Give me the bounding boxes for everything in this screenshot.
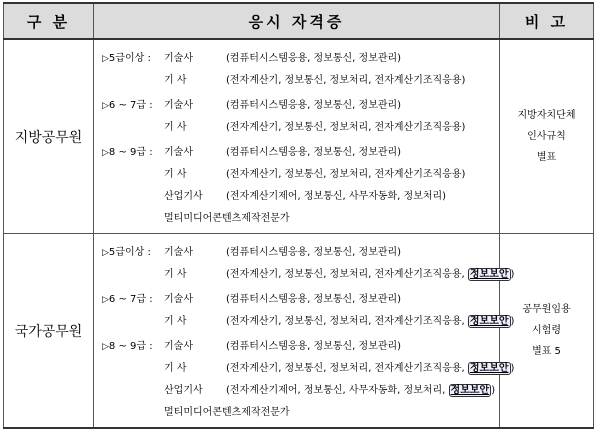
category-cell: 국가공무원 xyxy=(4,234,94,429)
cert-level: 기 사 xyxy=(164,363,187,374)
cert-fields: (전자계산기제어, 정보통신, 사무자동화, 정보처리) xyxy=(226,191,447,202)
cert-level: 기술사 xyxy=(164,341,193,352)
certificate-line xyxy=(102,117,499,139)
certificate-line xyxy=(102,208,499,230)
highlight-info-security: 정보보안 xyxy=(469,316,509,327)
remarks-cell xyxy=(500,39,594,234)
cert-level: 기 사 xyxy=(164,122,187,133)
grade-label-text: 6 ~ 7급 : xyxy=(108,294,153,305)
grade-label-text: 5급이상 : xyxy=(108,53,151,64)
certificate-line xyxy=(102,311,515,333)
table-row xyxy=(4,234,594,429)
cert-level: 기 사 xyxy=(164,169,187,180)
triangle-icon: ▷ xyxy=(102,342,109,352)
cert-level: 기술사 xyxy=(164,100,193,111)
cert-fields: (전자계산기, 정보통신, 정보처리, 전자계산기조직응용) xyxy=(226,169,466,180)
grade-group xyxy=(102,48,499,92)
grade-label xyxy=(102,242,164,264)
grade-label-text: 8 ~ 9급 : xyxy=(108,147,153,158)
header-certificates: 응시 자격증 xyxy=(94,3,500,39)
triangle-icon: ▷ xyxy=(102,148,109,158)
certificate-line xyxy=(102,142,499,164)
triangle-icon: ▷ xyxy=(102,101,109,111)
cert-fields: (컴퓨터시스템응용, 정보통신, 정보관리) xyxy=(226,294,402,305)
remark-line: 지방자치단체 xyxy=(517,110,576,121)
highlight-info-security: 정보보안 xyxy=(450,385,490,396)
triangle-icon: ▷ xyxy=(102,248,109,258)
cert-level: 기술사 xyxy=(164,294,193,305)
grade-label xyxy=(102,48,164,70)
cert-fields: (컴퓨터시스템응용, 정보통신, 정보관리) xyxy=(226,341,402,352)
cert-fields: (전자계산기제어, 정보통신, 사무자동화, 정보처리, xyxy=(226,385,446,396)
remark-line: 별표 xyxy=(536,152,557,163)
certificate-line xyxy=(102,95,499,117)
grade-group xyxy=(102,95,499,139)
certificate-line xyxy=(102,358,515,380)
header-remarks: 비 고 xyxy=(500,3,594,39)
grade-group xyxy=(102,242,515,286)
grade-label xyxy=(102,95,164,117)
certificate-line xyxy=(102,336,499,358)
cert-fields: 멀티미디어콘텐츠제작전문가 xyxy=(164,407,290,418)
certificate-line xyxy=(102,164,499,186)
certificate-line xyxy=(102,380,499,402)
cert-fields: 멀티미디어콘텐츠제작전문가 xyxy=(164,213,290,224)
remark-line: 시험령 xyxy=(532,325,561,336)
header-row xyxy=(4,3,594,39)
cert-fields: (컴퓨터시스템응용, 정보통신, 정보관리) xyxy=(226,100,402,111)
cert-level: 산업기사 xyxy=(164,191,203,202)
category-cell: 지방공무원 xyxy=(4,39,94,234)
certificate-line xyxy=(102,289,499,311)
cert-fields: (전자계산기, 정보통신, 정보처리, 전자계산기조직응용, xyxy=(226,316,465,327)
certificate-cell xyxy=(94,39,500,234)
remark-line: 공무원임용 xyxy=(522,304,571,315)
cert-fields-tail: ) xyxy=(510,316,515,327)
cert-level: 기술사 xyxy=(164,53,193,64)
highlight-info-security: 정보보안 xyxy=(469,269,509,280)
cert-fields: (컴퓨터시스템응용, 정보통신, 정보관리) xyxy=(226,53,402,64)
grade-label-text: 8 ~ 9급 : xyxy=(108,341,153,352)
triangle-icon: ▷ xyxy=(102,54,109,64)
qualification-table xyxy=(3,2,594,429)
remark-line: 인사규칙 xyxy=(527,131,566,142)
cert-fields: (컴퓨터시스템응용, 정보통신, 정보관리) xyxy=(226,247,402,258)
cert-fields: (컴퓨터시스템응용, 정보통신, 정보관리) xyxy=(226,147,402,158)
certificate-line xyxy=(102,70,499,92)
cert-level: 기 사 xyxy=(164,75,187,86)
certificate-line xyxy=(102,242,499,264)
grade-label xyxy=(102,142,164,164)
grade-label-text: 6 ~ 7급 : xyxy=(108,100,153,111)
highlight-info-security: 정보보안 xyxy=(469,363,509,374)
grade-label-text: 5급이상 : xyxy=(108,247,151,258)
cert-level: 기술사 xyxy=(164,247,193,258)
header-category: 구 분 xyxy=(4,3,94,39)
grade-label xyxy=(102,336,164,358)
cert-fields-tail: ) xyxy=(510,363,515,374)
cert-fields: (전자계산기, 정보통신, 정보처리, 전자계산기조직응용, xyxy=(226,363,465,374)
cert-fields: (전자계산기, 정보통신, 정보처리, 전자계산기조직응용, xyxy=(226,269,465,280)
remark-line: 별표 5 xyxy=(532,346,561,357)
cert-level: 기 사 xyxy=(164,316,187,327)
grade-group xyxy=(102,142,499,230)
cert-fields-tail: ) xyxy=(510,269,515,280)
cert-level: 산업기사 xyxy=(164,385,203,396)
grade-group xyxy=(102,336,515,424)
cert-fields-tail: ) xyxy=(491,385,496,396)
cert-fields: (전자계산기, 정보통신, 정보처리, 전자계산기조직응용) xyxy=(226,75,466,86)
triangle-icon: ▷ xyxy=(102,295,109,305)
remarks-cell xyxy=(500,234,594,429)
grade-group xyxy=(102,289,515,333)
certificate-line xyxy=(102,186,499,208)
cert-level: 기 사 xyxy=(164,269,187,280)
table-row xyxy=(4,39,594,234)
certificate-line xyxy=(102,48,499,70)
certificate-line xyxy=(102,402,499,424)
cert-fields: (전자계산기, 정보통신, 정보처리, 전자계산기조직응용) xyxy=(226,122,466,133)
certificate-line xyxy=(102,264,515,286)
cert-level: 기술사 xyxy=(164,147,193,158)
certificate-cell xyxy=(94,234,515,429)
grade-label xyxy=(102,289,164,311)
